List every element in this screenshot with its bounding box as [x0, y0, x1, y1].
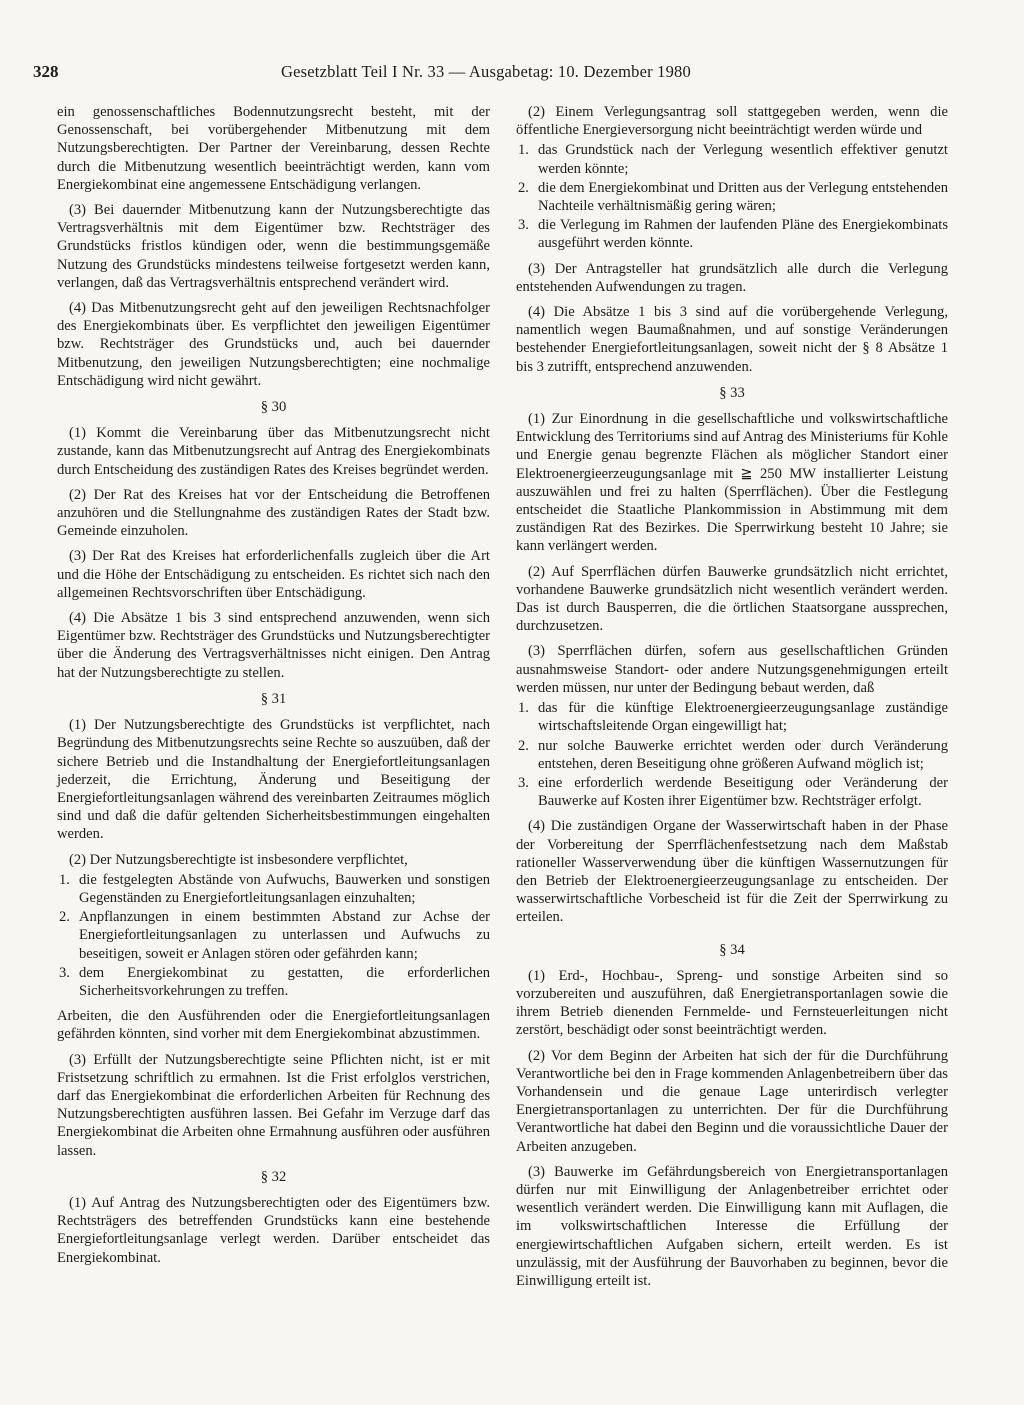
paragraph: (2) Auf Sperrflächen dürfen Bauwerke grundsätzlich nicht errichtet, vorhandene Bauwerke grundsätzlich nicht wesentlich verändert werden. Das ist durch Bausperren, die die örtlichen Staatsorgane aussprechen, durchzusetzen.: [516, 563, 948, 635]
numbered-list: [516, 141, 948, 252]
list-item: [57, 871, 490, 907]
list-item: [516, 737, 948, 773]
paragraph: (2) Vor dem Beginn der Arbeiten hat sich der für die Durchführung Verantwortliche bei den in Frage kommenden Anlagenbetreibern über das Vorhandensein und die genaue Lage unterirdisch verlegter Energietransportanlagen zu unterrichten. Der für die Durchführung Verantwortliche hat dabei den Beginn und die voraussichtliche Dauer der Arbeiten anzugeben.: [516, 1047, 948, 1155]
list-number: 2.: [59, 909, 70, 926]
numbered-list: [516, 699, 948, 810]
paragraph: (2) Der Nutzungsberechtigte ist insbesondere verpflichtet,: [69, 851, 408, 868]
paragraph: (1) Zur Einordnung in die gesellschaftliche und volkswirtschaftliche Entwicklung des Territoriums sind auf Antrag des Ministeriums für Kohle und Energie genau begrenzte Flächen als möglicher Standort einer Elektroenergieerzeugungsanlage mit ≧ 250 MW installierter Leistung auszuwählen und frei zu halten (Sperrflächen). Über die Festlegung entscheidet die Staatliche Plankommission in Abstimmung mit dem zuständigen Rat des Bezirkes. Die Sperrwirkung besteht 10 Jahre; sie kann verlängert werden.: [516, 411, 948, 555]
list-text: dem Energiekombinat zu gestatten, die erforderlichen Sicherheitsvorkehrungen zu treffen.: [79, 964, 490, 999]
section-heading-31: § 31: [260, 690, 287, 707]
paragraph: (3) Der Antragsteller hat grundsätzlich alle durch die Verlegung entstehenden Aufwendungen zu tragen.: [516, 260, 948, 295]
paragraph: (3) Sperrflächen dürfen, sofern aus gesellschaftlichen Gründen ausnahmsweise Standort- oder andere Nutzungsgenehmigungen erteilt werden müssen, nur unter der Bedingung bebaut werden, daß: [516, 643, 948, 696]
list-number: 2.: [518, 179, 529, 196]
list-text: nur solche Bauwerke errichtet werden oder durch Veränderung entstehen, deren Beseitigung ohne größeren Aufwand möglich ist;: [538, 737, 948, 772]
list-text: das Grundstück nach der Verlegung wesentlich effektiver genutzt werden könnte;: [538, 142, 948, 177]
list-item: [516, 141, 948, 177]
list-text: die dem Energiekombinat und Dritten aus der Verlegung entstehenden Nachteile verhältnismäßig gering wären;: [538, 179, 948, 215]
left-column: [57, 103, 490, 1274]
paragraph: (3) Erfüllt der Nutzungsberechtigte seine Pflichten nicht, ist er mit Fristsetzung schriftlich zu ermahnen. Ist die Frist erfolglos verstrichen, darf das Energiekombinat die erforderlichen Arbeiten für Rechnung des Nutzungsberechtigten ausführen lassen. Bei Gefahr im Verzuge darf das Energiekombinat die Arbeiten ohne Ermahnung ausführen oder ausführen lassen.: [57, 1051, 490, 1159]
right-column: [516, 103, 948, 1297]
list-number: 2.: [518, 737, 529, 754]
list-text: das für die künftige Elektroenergieerzeugungsanlage zuständige wirtschaftsleitende Organ eingewilligt hat;: [538, 700, 948, 735]
list-text: Anpflanzungen in einem bestimmten Abstand zur Achse der Energiefortleitungsanlagen zu unterlassen und Aufwuchs zu beseitigen, soweit er Anlagen stören oder gefährden kann;: [79, 909, 490, 962]
list-number: 3.: [518, 774, 529, 791]
paragraph: (1) Erd-, Hochbau-, Spreng- und sonstige Arbeiten sind so vorzubereiten und auszuführen, daß Energietransportanlagen sowie die ihrem Betrieb dienenden Fernmelde- und Fernsteuerleitungen nicht zerstört, beschädigt oder sonst beeinträchtigt werden.: [516, 967, 948, 1039]
list-text: eine erforderlich werdende Beseitigung oder Veränderung der Bauwerke auf Kosten ihrer Eigentümer bzw. Rechtsträger erfolgt.: [538, 774, 948, 810]
paragraph: (1) Kommt die Vereinbarung über das Mitbenutzungsrecht nicht zustande, kann das Mitbenutzungsrecht auf Antrag des Energiekombinats durch Entscheidung des zuständigen Rates des Kreises begründet werden.: [57, 425, 490, 478]
list-item: [57, 964, 490, 1000]
page-header-title: Gesetzblatt Teil I Nr. 33 — Ausgabetag: 10. Dezember 1980: [281, 62, 691, 81]
paragraph: (2) Der Rat des Kreises hat vor der Entscheidung die Betroffenen anzuhören und die Stellungnahme des zuständigen Rates der Stadt bzw. Gemeinde einzuholen.: [57, 486, 490, 540]
paragraph: ein genossenschaftliches Bodennutzungsrecht besteht, mit der Genossenschaft, bei vorübergehender Mitbenutzung mit dem Nutzungsberechtigten. Der Partner der Vereinbarung, dessen Rechte durch die Mitbenutzung wesentlich beeinträchtigt werden, kann vom Energiekombinat eine angemessene Entschädigung verlangen.: [57, 104, 490, 193]
paragraph: (3) Bei dauernder Mitbenutzung kann der Nutzungsberechtigte das Vertragsverhältnis mit dem Eigentümer bzw. Rechtsträger des Grundstücks fristlos kündigen oder, wenn die bestimmungsgemäße Nutzung des Grundstücks mindestens teilweise fortgesetzt werden kann, verlangen, daß das Vertragsverhältnis entsprechend verändert wird.: [57, 202, 490, 291]
section-heading-33: § 33: [719, 384, 745, 401]
list-item: [516, 699, 948, 735]
numbered-list: [57, 871, 490, 1000]
list-number: 1.: [59, 871, 70, 888]
list-item: [516, 179, 948, 215]
list-item: [516, 774, 948, 810]
paragraph: (4) Die zuständigen Organe der Wasserwirtschaft haben in der Phase der Vorbereitung der Sperrflächenfestsetzung nach dem Maßstab rationeller Wasserverwendung über die künftigen Wassernutzungen für den Betrieb der Elektroenergieerzeugungsanlage zu entscheiden. Der wasserwirtschaftliche Vorbescheid ist für die Zeit der Sperrwirkung zu erteilen.: [516, 818, 948, 926]
section-heading-34: § 34: [719, 941, 745, 958]
list-text: die Verlegung im Rahmen der laufenden Pläne des Energiekombinats ausgeführt werden könnte.: [538, 217, 948, 252]
paragraph: (4) Die Absätze 1 bis 3 sind auf die vorübergehende Verlegung, namentlich wegen Baumaßnahmen, und auf sonstige Veränderungen bestehender Energiefortleitungsanlagen, soweit nicht der § 8 Absätze 1 bis 3 zutrifft, entsprechend anzuwenden.: [516, 304, 948, 375]
paragraph: (4) Die Absätze 1 bis 3 sind entsprechend anzuwenden, wenn sich Eigentümer bzw. Rechtsträger des Grundstücks und Nutzungsberechtigter über die Änderung des Vertragsverhältnisses nicht einigen. Den Antrag hat der Nutzungsberechtigte zu stellen.: [57, 610, 490, 681]
list-number: 3.: [59, 964, 70, 981]
list-item: [516, 216, 948, 252]
list-text: die festgelegten Abstände von Aufwuchs, Bauwerken und sonstigen Gegenständen zu Energiefortleitungsanlagen einzuhalten;: [79, 871, 490, 906]
list-item: [57, 908, 490, 963]
list-number: 3.: [518, 217, 529, 234]
page-number: 328: [33, 62, 59, 81]
section-heading-32: § 32: [260, 1168, 287, 1185]
list-number: 1.: [518, 700, 529, 717]
paragraph: (4) Das Mitbenutzungsrecht geht auf den jeweiligen Rechtsnachfolger des Energiekombinats über. Es verpflichtet den jeweiligen Eigentümer bzw. Rechtsträger des Grundstücks und, auch bei dauernder Mitbenutzung, den jeweiligen Nutzungsberechtigten; eine nochmalige Entschädigung wird nicht gewährt.: [57, 300, 490, 389]
paragraph: (2) Einem Verlegungsantrag soll stattgegeben werden, wenn die öffentliche Energieversorgung nicht beeinträchtigt werden würde und: [516, 104, 948, 139]
paragraph: Arbeiten, die den Ausführenden oder die Energiefortleitungsanlagen gefährden könnten, sind vorher mit dem Energiekombinat abzustimmen.: [57, 1008, 490, 1043]
section-heading-30: § 30: [260, 399, 287, 416]
paragraph: (3) Bauwerke im Gefährdungsbereich von Energietransportanlagen dürfen nur mit Einwilligung der Anlagenbetreiber errichtet oder wesentlich verändert werden. Die Einwilligung kann mit Auflagen, die im volkswirtschaftlichen Interesse die Erfüllung der energiewirtschaftlichen Aufgaben sichern, erteilt werden. Es ist unzulässig, mit der Ausführung der Bauvorhaben zu beginnen, bevor die Einwilligung erteilt ist.: [516, 1163, 948, 1289]
paragraph: (1) Auf Antrag des Nutzungsberechtigten oder des Eigentümers bzw. Rechtsträgers des betreffenden Grundstücks kann eine bestehende Energiefortleitungsanlage verlegt werden. Darüber entscheidet das Energiekombinat.: [57, 1194, 490, 1266]
paragraph: (1) Der Nutzungsberechtigte des Grundstücks ist verpflichtet, nach Begründung des Mitbenutzungsrechts seine Rechte so auszuüben, daß der sichere Betrieb und die Instandhaltung der Energiefortleitungsanlagen jederzeit, die Errichtung, Änderung und Beseitigung der Energiefortleitungsanlagen während des vereinbarten Zeitraumes möglich sind und daß die dafür geltenden Sicherheitsbestimmungen eingehalten werden.: [57, 717, 490, 843]
list-number: 1.: [518, 142, 529, 159]
paragraph: (3) Der Rat des Kreises hat erforderlichenfalls zugleich über die Art und die Höhe der Entschädigung zu entscheiden. Es richtet sich nach den allgemeinen Rechtsvorschriften über Entschädigung.: [57, 548, 490, 601]
